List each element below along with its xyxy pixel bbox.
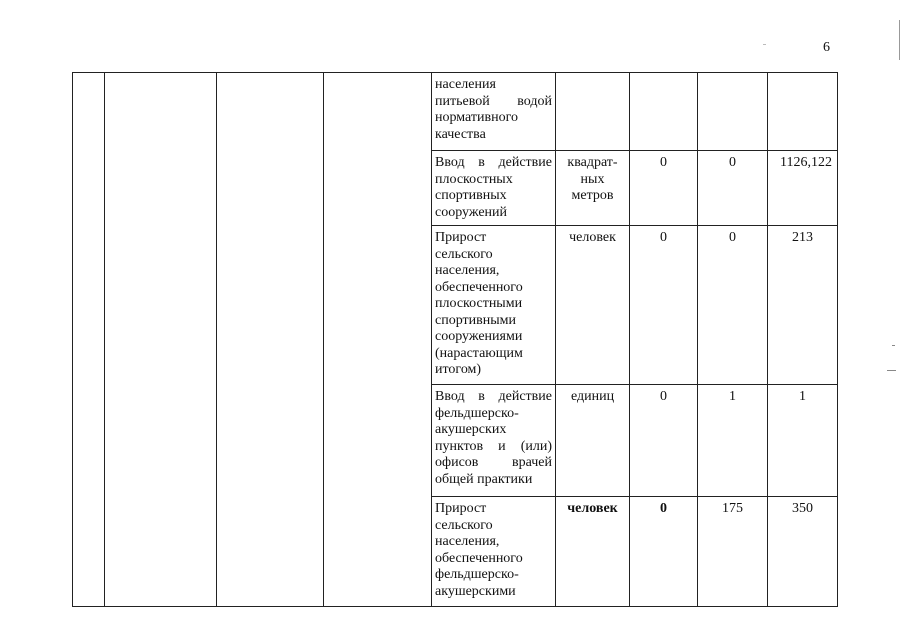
unit-line: метров: [571, 188, 614, 203]
cell-executor: [324, 73, 432, 607]
indicator-line: качества: [435, 126, 486, 142]
indicator-line: плоскостными: [435, 296, 523, 311]
table-row: [73, 73, 838, 151]
value-cell: 0: [630, 385, 698, 497]
indicator-line: итогом): [435, 362, 482, 377]
indicator-line: спортивными: [435, 312, 516, 328]
unit-cell: [556, 497, 630, 607]
indicator-cell: [432, 73, 556, 151]
value-cell: 1126,122: [768, 151, 838, 226]
scan-artifact: [892, 345, 895, 346]
indicator-line: Прирост: [435, 501, 487, 516]
indicator-line: общей практики: [435, 471, 533, 487]
unit-line: единиц: [570, 389, 615, 404]
indicator-line: населения,: [435, 534, 500, 549]
value-cell: 175: [698, 497, 768, 607]
indicator-line: сооружениями: [435, 329, 523, 344]
cell-event: [105, 73, 217, 607]
indicator-line: Ввод в действие: [435, 389, 552, 404]
scan-artifact: [899, 20, 900, 60]
value-cell: 213: [768, 226, 838, 385]
value-cell: [630, 73, 698, 151]
value-cell: [698, 73, 768, 151]
indicator-cell: [432, 226, 556, 385]
page-number: 6: [823, 40, 830, 55]
indicator-line: нормативного: [435, 110, 519, 125]
indicator-line: спортивных: [435, 188, 507, 203]
scan-artifact: [887, 370, 896, 371]
value-cell: [768, 73, 838, 151]
indicator-line: Ввод в действие: [435, 155, 552, 170]
indicator-line: обеспеченного: [435, 279, 523, 295]
indicator-line: плоскостных: [435, 171, 513, 187]
indicators-table: [72, 72, 838, 607]
unit-line: человек: [567, 501, 618, 516]
indicator-line: населения,: [435, 263, 500, 278]
indicator-line: сельского: [435, 517, 493, 533]
unit-cell: [556, 151, 630, 226]
cell-period: [217, 73, 324, 607]
unit-cell: [556, 73, 630, 151]
unit-line: квадрат-: [567, 155, 618, 170]
indicator-line: обеспеченного: [435, 550, 523, 566]
indicator-line: акушерских: [435, 422, 507, 437]
indicator-line: фельдшерско-: [435, 405, 519, 421]
cell-number: [73, 73, 105, 607]
indicator-line: пунктов и (или): [435, 438, 552, 454]
unit-line: человек: [569, 230, 616, 245]
indicator-line: акушерскими: [435, 583, 516, 599]
indicator-cell: [432, 151, 556, 226]
indicator-line: (нарастающим: [435, 345, 523, 361]
value-cell: 0: [630, 151, 698, 226]
value-cell: 350: [768, 497, 838, 607]
indicator-line: фельдшерско-: [435, 567, 519, 582]
unit-cell: [556, 385, 630, 497]
unit-cell: [556, 226, 630, 385]
indicator-cell: [432, 385, 556, 497]
value-cell: 0: [630, 226, 698, 385]
indicator-line: населения: [435, 77, 496, 92]
indicator-cell: [432, 497, 556, 607]
value-cell: 1: [768, 385, 838, 497]
indicator-line: сельского: [435, 246, 493, 262]
unit-line: ных: [580, 171, 605, 187]
value-cell: 1: [698, 385, 768, 497]
indicator-line: питьевой водой: [435, 93, 552, 109]
scan-artifact: [763, 44, 766, 45]
indicator-line: офисов врачей: [435, 455, 552, 470]
indicator-line: Прирост: [435, 230, 487, 245]
value-cell: 0: [630, 497, 698, 607]
value-cell: 0: [698, 151, 768, 226]
value-cell: 0: [698, 226, 768, 385]
indicator-line: сооружений: [435, 204, 508, 220]
